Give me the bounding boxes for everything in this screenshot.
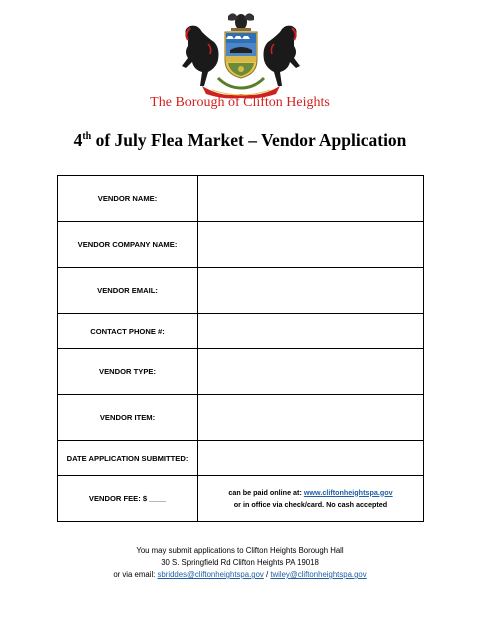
table-row <box>58 441 424 476</box>
footer <box>0 545 480 581</box>
email-link-sbriddes[interactable]: sbriddes@cliftonheightspa.gov <box>157 570 264 579</box>
vendor-type-field[interactable] <box>198 349 424 395</box>
email-prefix: or via email: <box>113 570 158 579</box>
table-row <box>58 349 424 395</box>
shield-icon <box>225 32 257 78</box>
vendor-item-field[interactable] <box>198 395 424 441</box>
vendor-company-name-label: VENDOR COMPANY NAME: <box>58 222 198 268</box>
table-row <box>58 176 424 222</box>
title-number: 4 <box>73 130 83 150</box>
vendor-email-label: VENDOR EMAIL: <box>58 268 198 314</box>
fee-text-prefix: can be paid online at: <box>228 487 304 497</box>
table-row <box>58 314 424 349</box>
page-title <box>0 130 480 151</box>
table-row <box>58 476 424 522</box>
footer-line1: You may submit applications to Clifton Heights Borough Hall <box>136 546 344 555</box>
vendor-fee-info <box>198 476 424 522</box>
vendor-name-field[interactable] <box>198 176 424 222</box>
vendor-type-label: VENDOR TYPE: <box>58 349 198 395</box>
contact-phone-field[interactable] <box>198 314 424 349</box>
vendor-application-table <box>57 175 424 522</box>
vendor-fee-label: VENDOR FEE: $ ____ <box>58 476 198 522</box>
vendor-email-field[interactable] <box>198 268 424 314</box>
fee-payment-note <box>198 487 423 511</box>
vendor-name-label: VENDOR NAME: <box>58 176 198 222</box>
date-submitted-label: DATE APPLICATION SUBMITTED: <box>58 441 198 476</box>
vendor-company-name-field[interactable] <box>198 222 424 268</box>
date-submitted-field[interactable] <box>198 441 424 476</box>
right-horse-icon <box>264 26 301 86</box>
website-link[interactable]: www.cliftonheightspa.gov <box>303 487 393 497</box>
contact-phone-label: CONTACT PHONE #: <box>58 314 198 349</box>
borough-name: The Borough of Clifton Heights <box>150 95 330 110</box>
email-link-twiley[interactable]: twiley@cliftonheightspa.gov <box>270 570 367 579</box>
title-text: of July Flea Market – Vendor Application <box>91 130 407 150</box>
table-row <box>58 395 424 441</box>
table-row <box>58 222 424 268</box>
coat-of-arms-seal <box>168 8 314 100</box>
table-row <box>58 268 424 314</box>
footer-line3 <box>0 569 480 581</box>
footer-line2: 30 S. Springfield Rd Clifton Heights PA 19018 <box>161 558 319 567</box>
eagle-icon <box>228 13 254 31</box>
email-separator: / <box>263 570 271 579</box>
title-ordinal: th <box>82 131 92 143</box>
fee-text-line2: or in office via check/card. No cash accepted <box>233 499 388 509</box>
vendor-item-label: VENDOR ITEM: <box>58 395 198 441</box>
left-horse-icon <box>182 26 219 86</box>
